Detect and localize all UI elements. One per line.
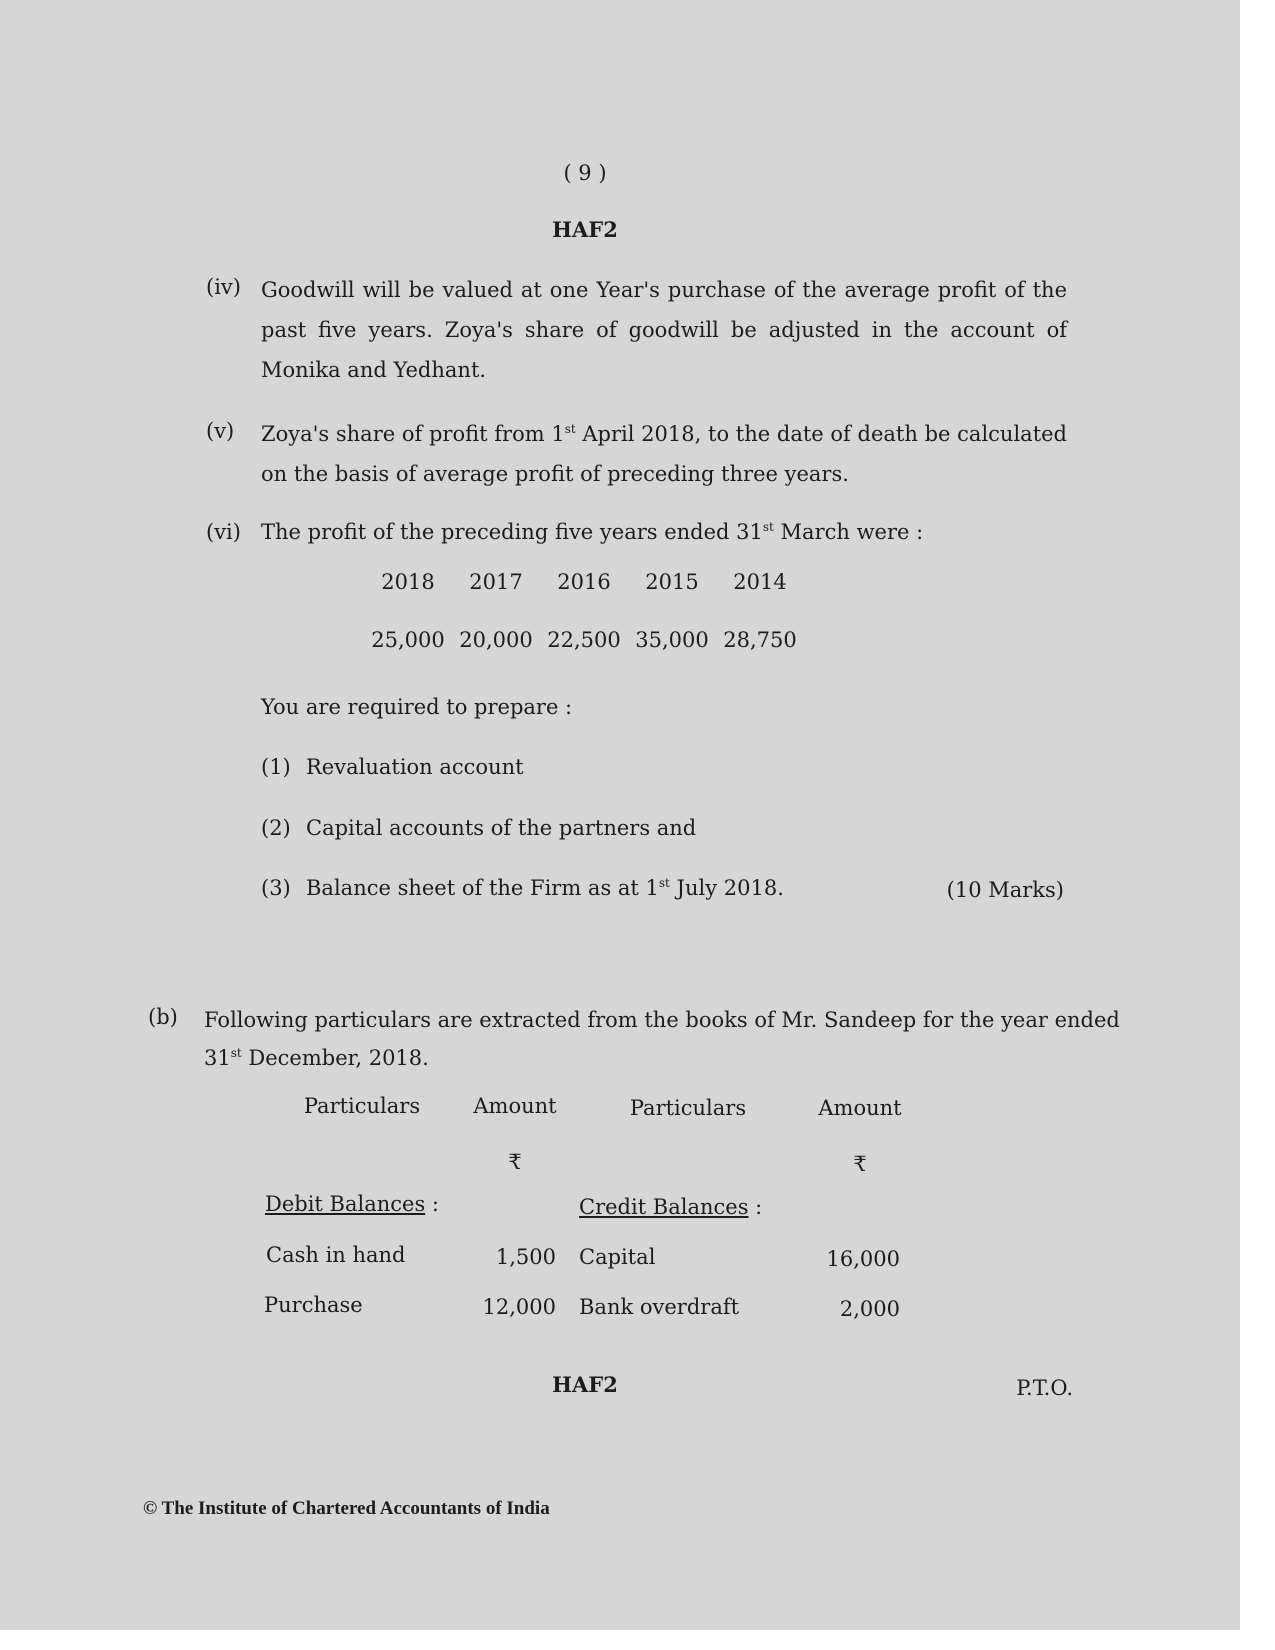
marks: (10 Marks) <box>946 878 1064 902</box>
pto-label: P.T.O. <box>1016 1376 1073 1400</box>
part-b-number: (b) <box>148 1005 178 1029</box>
item-vi-text: The profit of the preceding five years ended 31st March were : <box>261 520 924 544</box>
table-cell-credit: Bank overdraft <box>579 1295 740 1319</box>
table-cell-debit: Purchase <box>264 1293 363 1317</box>
copyright-notice: © The Institute of Chartered Accountants of India <box>143 1498 550 1519</box>
required-item-number: (3) <box>261 876 291 900</box>
table-header: Particulars <box>303 1094 421 1118</box>
profit-value: 35,000 <box>635 628 709 652</box>
debit-balances-label: Debit Balances : <box>265 1192 439 1216</box>
profit-value: 22,500 <box>547 628 621 652</box>
table-cell-credit: Capital <box>579 1245 656 1269</box>
required-item-text: Revaluation account <box>306 755 524 779</box>
profit-year: 2018 <box>381 570 435 594</box>
profit-year: 2016 <box>557 570 611 594</box>
item-v-number: (v) <box>206 419 235 443</box>
page-number: ( 9 ) <box>563 161 607 185</box>
part-b-line2: 31st December, 2018. <box>204 1046 429 1070</box>
required-item-number: (2) <box>261 816 291 840</box>
table-header: Amount <box>818 1096 902 1120</box>
part-b-line1: Following particulars are extracted from the books of Mr. Sandeep for the year ended <box>204 1008 1120 1032</box>
profit-year: 2017 <box>469 570 523 594</box>
required-item-number: (1) <box>261 755 291 779</box>
table-cell-debit-amount: 12,000 <box>482 1295 556 1319</box>
item-vi-number: (vi) <box>206 520 241 544</box>
credit-balances-label: Credit Balances : <box>579 1195 763 1219</box>
required-item-text: Balance sheet of the Firm as at 1st July 2018. <box>306 876 784 900</box>
table-header: Amount <box>473 1094 557 1118</box>
item-v-text: Zoya's share of profit from 1st April 2018, to the date of death be calculated on the basis of average profit of preceding three years. <box>261 422 1067 486</box>
footer-code: HAF2 <box>552 1372 618 1397</box>
required-item-text: Capital accounts of the partners and <box>306 816 697 840</box>
item-iv-text: Goodwill will be valued at one Year's purchase of the average profit of the past five years. Zoya's share of goodwill be adjusted in the account of Monika and Yedhant. <box>261 278 1067 382</box>
header-code: HAF2 <box>552 217 618 242</box>
table-cell-credit-amount: 16,000 <box>826 1247 900 1271</box>
table-cell-debit: Cash in hand <box>266 1243 406 1267</box>
item-iv-number: (iv) <box>206 275 241 299</box>
currency-symbol: ₹ <box>508 1150 522 1174</box>
currency-symbol: ₹ <box>853 1152 867 1176</box>
profit-value: 20,000 <box>459 628 533 652</box>
profit-year: 2015 <box>645 570 699 594</box>
profit-value: 28,750 <box>723 628 797 652</box>
profit-year: 2014 <box>733 570 787 594</box>
table-header: Particulars <box>629 1096 747 1120</box>
table-cell-credit-amount: 2,000 <box>839 1297 900 1321</box>
profit-value: 25,000 <box>371 628 445 652</box>
table-cell-debit-amount: 1,500 <box>495 1245 556 1269</box>
required-intro: You are required to prepare : <box>261 695 573 719</box>
